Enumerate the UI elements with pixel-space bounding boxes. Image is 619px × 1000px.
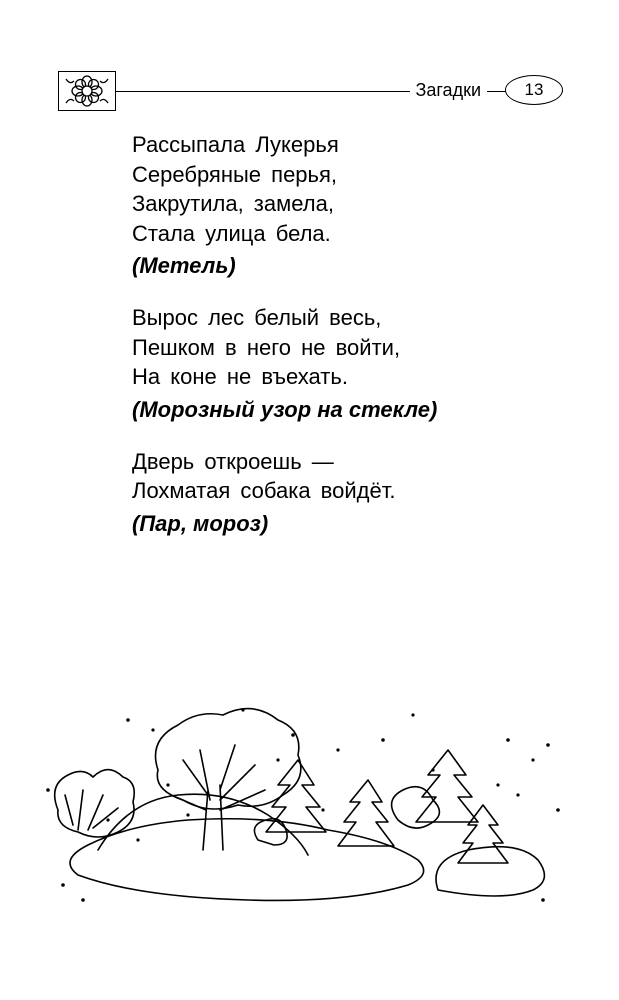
riddle-line: Стала улица бела. <box>132 220 331 246</box>
winter-forest-illustration <box>38 700 578 920</box>
header-rule <box>116 91 563 92</box>
riddle-line: Вырос лес белый весь, <box>132 305 382 330</box>
page-header <box>58 71 563 113</box>
riddle-2 <box>132 303 572 425</box>
riddle-line: Рассыпала Лукерья <box>132 132 339 157</box>
section-title: Загадки <box>410 80 488 101</box>
riddle-answer: (Пар, мороз) <box>132 510 269 536</box>
riddle-line: На коне не въехать. <box>132 364 348 389</box>
flower-icon <box>60 73 114 109</box>
page-number: 13 <box>505 75 563 105</box>
riddle-line: Закрутила, замела, <box>132 191 334 216</box>
riddle-line: Пешком в него не войти, <box>132 334 401 360</box>
riddle-3 <box>132 447 572 539</box>
riddle-line: Дверь откроешь — <box>132 448 334 474</box>
riddle-answer: (Морозный узор на стекле) <box>132 396 438 422</box>
riddle-line: Лохматая собака войдёт. <box>132 478 396 503</box>
riddle-answer: (Метель) <box>132 253 236 278</box>
riddle-1 <box>132 130 572 281</box>
flower-ornament-box <box>58 71 116 111</box>
riddles-list <box>132 130 572 561</box>
riddle-line: Серебряные перья, <box>132 161 338 187</box>
